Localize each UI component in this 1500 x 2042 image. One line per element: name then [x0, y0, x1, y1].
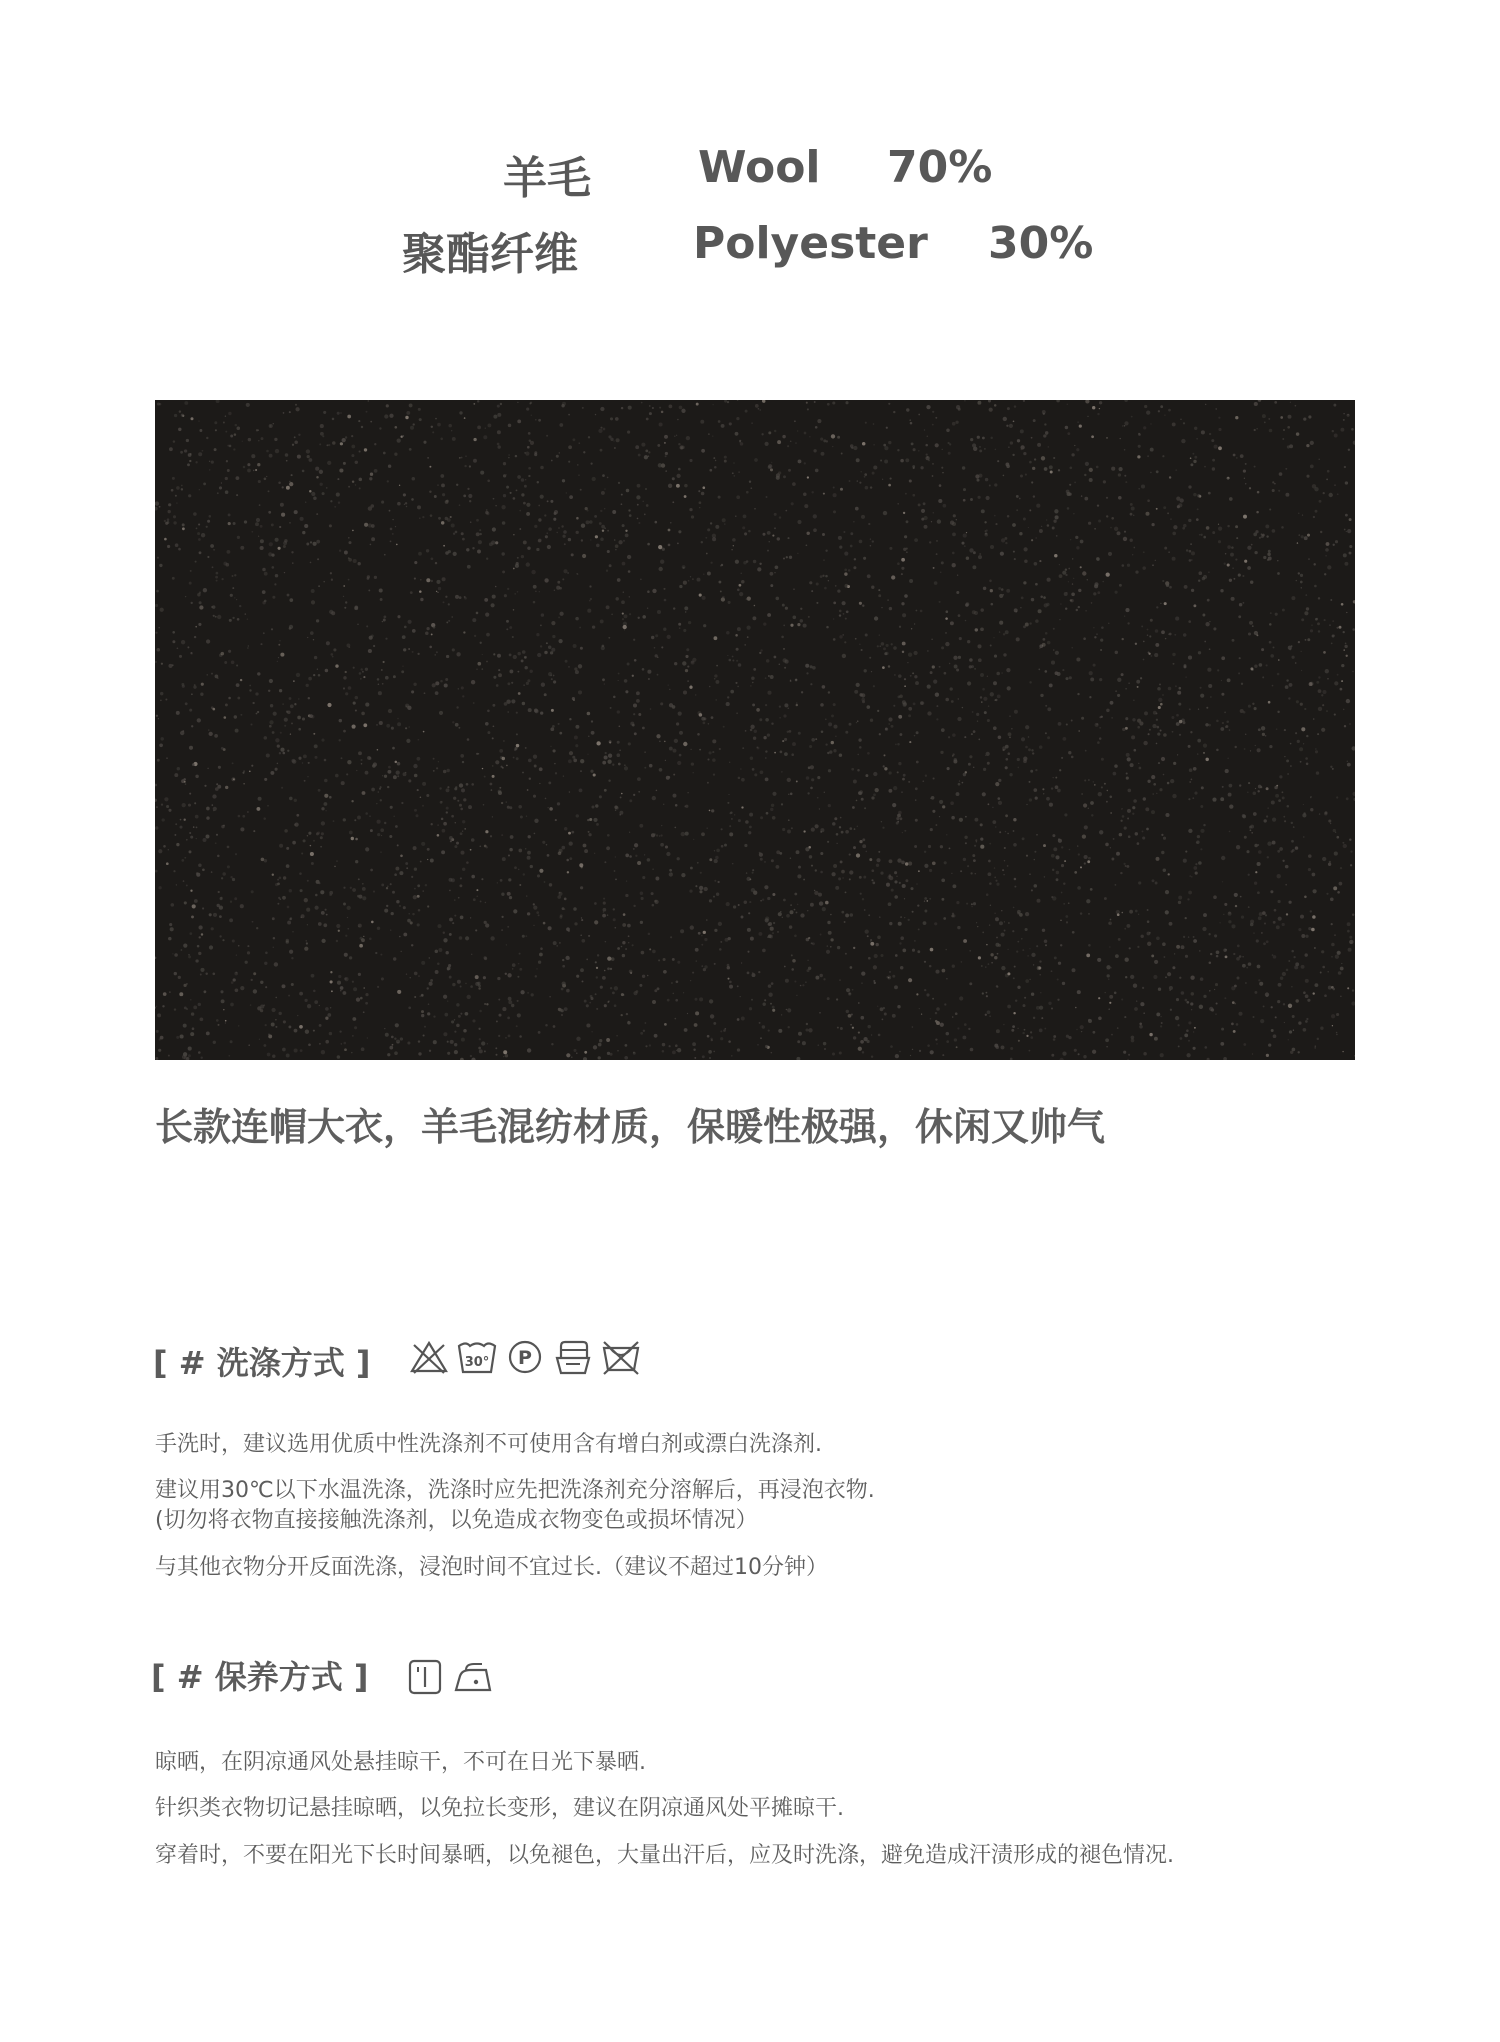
care-section-title: [ # 保养方式 ]	[151, 1658, 369, 1696]
care-line: 穿着时，不要在阳光下长时间暴晒，以免褪色，大量出汗后，应及时洗涤，避免造成汗渍形成的褪色情况.	[155, 1843, 1174, 1868]
care-icons	[404, 1656, 494, 1698]
washing-icons	[408, 1336, 642, 1378]
line-dry-icon	[404, 1656, 446, 1698]
dry-clean-p-icon	[504, 1336, 546, 1378]
material-cn-label: 羊毛	[503, 153, 591, 204]
washing-line: 手洗时，建议选用优质中性洗涤剂不可使用含有增白剂或漂白洗涤剂.	[155, 1432, 822, 1457]
washing-line: 建议用30℃以下水温洗涤，洗涤时应先把洗涤剂充分溶解后，再浸泡衣物.	[155, 1478, 875, 1503]
care-line: 晾晒，在阴凉通风处悬挂晾干，不可在日光下暴晒.	[155, 1750, 646, 1775]
washing-line: (切勿将衣物直接接触洗涤剂，以免造成衣物变色或损坏情况）	[155, 1508, 758, 1533]
fabric-texture-image	[155, 400, 1355, 1060]
do-not-bleach-icon	[408, 1336, 450, 1378]
material-en-label: Wool	[698, 142, 821, 193]
do-not-tumble-dry-icon	[600, 1336, 642, 1378]
washing-line: 与其他衣物分开反面洗涤，浸泡时间不宜过长.（建议不超过10分钟）	[155, 1555, 828, 1580]
care-line: 针织类衣物切记悬挂晾晒，以免拉长变形，建议在阴凉通风处平摊晾干.	[155, 1796, 844, 1821]
material-en-label: Polyester	[693, 218, 928, 269]
hand-wash-icon	[552, 1336, 594, 1378]
material-cn-label: 聚酯纤维	[402, 229, 578, 280]
iron-low-icon	[452, 1656, 494, 1698]
washing-section-title: [ # 洗涤方式 ]	[153, 1344, 371, 1382]
material-percent: 30%	[988, 218, 1094, 269]
product-tagline: 长款连帽大衣，羊毛混纺材质，保暖性极强，休闲又帅气	[155, 1105, 1106, 1149]
wash-30-icon	[456, 1336, 498, 1378]
material-percent: 70%	[887, 142, 993, 193]
